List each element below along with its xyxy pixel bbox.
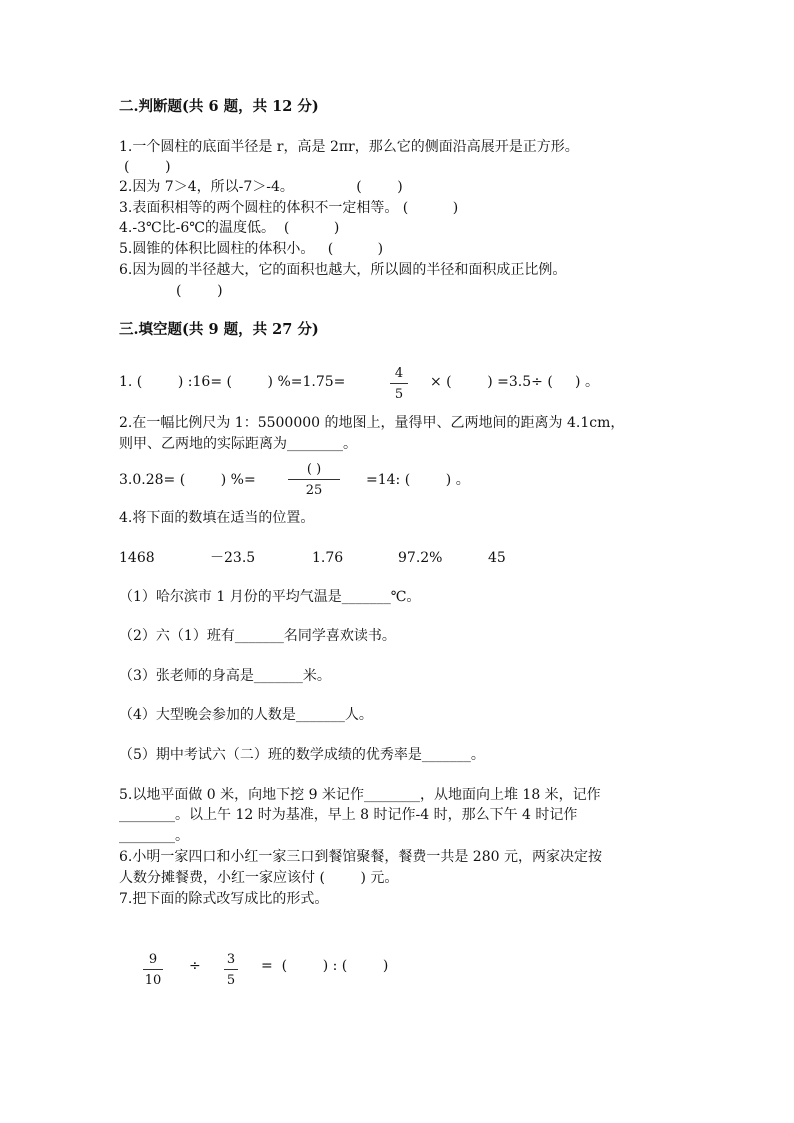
fraction-bar (288, 479, 340, 480)
s3-q4-item: （1）哈尔滨市 1 月份的平均气温是_______℃。 (119, 589, 421, 605)
division-sign: ÷ (189, 958, 201, 974)
s3-q4-item: （4）大型晚会参加的人数是_______人。 (119, 707, 373, 723)
s3-q4-item: （5）期中考试六（二）班的数学成绩的优秀率是_______。 (119, 747, 485, 763)
number-item: 45 (488, 550, 506, 566)
s2-q6: 6.因为圆的半径越大，它的面积也越大，所以圆的半径和面积成正比例。 (119, 262, 567, 278)
s3-q3-part-a: 3.0.28= ( ) %= (119, 472, 256, 488)
s3-q5-line3: ________。 (119, 828, 189, 844)
fraction-denominator: 5 (394, 387, 404, 402)
s3-q7: 7.把下面的除式改写成比的形式。 (119, 891, 329, 907)
s3-q4-item: （3）张老师的身高是_______米。 (119, 668, 331, 684)
s3-q5-line2: ________。以上午 12 时为基准，早上 8 时记作-4 时，那么下午 4 时记作 (119, 807, 578, 823)
s3-q7-fraction-2 (224, 952, 238, 988)
fraction-denominator: 25 (305, 483, 323, 498)
section2-title: 二.判断题(共 6 题，共 12 分) (119, 98, 319, 115)
section3-title: 三.填空题(共 9 题，共 27 分) (119, 321, 319, 338)
s2-q1: 1.一个圆柱的底面半径是 r，高是 2πr，那么它的侧面沿高展开是正方形。 (119, 139, 579, 155)
number-item: 1.76 (312, 550, 344, 566)
fraction-numerator: ( ) (306, 462, 322, 477)
s3-q5-line1: 5.以地平面做 0 米，向地下挖 9 米记作________，从地面向上堆 18 米，记作 (119, 787, 601, 803)
number-item: 97.2% (398, 550, 443, 566)
s3-q1-part-a: 1. ( ) :16= ( ) %=1.75= (119, 374, 346, 390)
s2-q4: 4.-3℃比-6℃的温度低。 ( ) (119, 220, 340, 236)
s2-q5: 5.圆锥的体积比圆柱的体积小。 ( ) (119, 241, 384, 257)
s3-q3-fraction (288, 462, 340, 498)
fraction-denominator: 5 (226, 973, 236, 988)
fraction-numerator: 4 (394, 366, 404, 381)
number-item: －23.5 (210, 550, 256, 566)
s3-q2-line1: 2.在一幅比例尺为 1：5500000 的地图上，量得甲、乙两地间的距离为 4.1cm， (119, 415, 625, 431)
s2-q6-answer-paren: ( ) (176, 283, 223, 299)
s2-q1-answer-paren: ( ) (124, 159, 171, 175)
s2-q3: 3.表面积相等的两个圆柱的体积不一定相等。 ( ) (119, 200, 459, 216)
fraction-bar (143, 969, 163, 970)
fraction-numerator: 3 (226, 952, 236, 967)
s3-q2-line2: 则甲、乙两地的实际距离为________。 (119, 436, 357, 452)
s2-q2: 2.因为 7＞4，所以-7＞-4。 ( ) (119, 179, 403, 195)
s3-q1-part-b: × ( ) =3.5÷ ( ) 。 (430, 374, 599, 390)
s3-q7-fraction-1 (143, 952, 163, 988)
s3-q4: 4.将下面的数填在适当的位置。 (119, 510, 315, 526)
fraction-bar (224, 969, 238, 970)
s3-q3-part-b: =14: ( ) 。 (366, 472, 470, 488)
number-item: 1468 (119, 550, 155, 566)
s3-q6-line1: 6.小明一家四口和小红一家三口到餐馆聚餐，餐费一共是 280 元，两家决定按 (119, 849, 602, 865)
fraction-bar (390, 383, 408, 384)
s3-q6-line2: 人数分摊餐费，小红一家应该付 ( ) 元。 (119, 870, 399, 886)
s3-q4-item: （2）六（1）班有_______名同学喜欢读书。 (119, 628, 396, 644)
fraction-denominator: 10 (144, 973, 162, 988)
fraction-numerator: 9 (148, 952, 158, 967)
s3-q7-ratio-blanks: = ( ) : ( ) (261, 958, 389, 974)
s3-q1-fraction (390, 366, 408, 402)
